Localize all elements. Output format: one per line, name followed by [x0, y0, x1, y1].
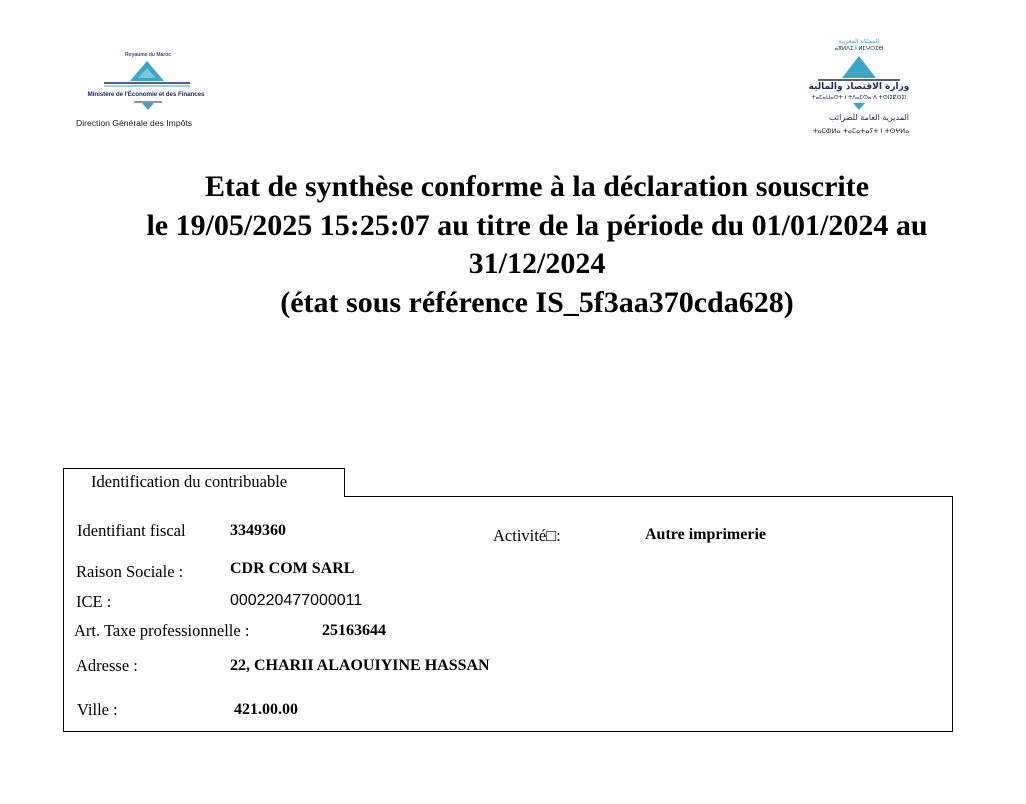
kingdom-ar-label: المملكة المغربية — [838, 38, 880, 45]
taxpayer-section-label: Identification du contribuable — [91, 472, 288, 491]
professional-tax-label: Art. Taxe professionnelle : — [74, 621, 250, 640]
taxpayer-info-box — [63, 496, 953, 732]
title-line-1: Etat de synthèse conforme à la déclaration souscrite — [204, 170, 870, 203]
address-value: 22, CHARII ALAOUIYINE HASSAN — [230, 657, 490, 674]
document-title — [70, 168, 1004, 322]
activity-label: Activité□: — [493, 526, 561, 545]
fiscal-id-label: Identifiant fiscal — [77, 521, 186, 540]
directorate-label: Direction Générale des Impôts — [76, 118, 193, 128]
ministry-ar-label: وزارة الاقتصاد والمالية — [808, 82, 910, 92]
dgi-emblem-icon — [92, 59, 202, 95]
city-label: Ville : — [77, 700, 118, 719]
dgi-logo-right — [798, 38, 948, 142]
title-line-4: (état sous référence IS_5f3aa370cda628) — [280, 285, 794, 319]
down-triangle-icon — [134, 101, 162, 111]
ministry-label: Ministère de l'Économie et des Finances — [87, 91, 205, 98]
directorate-tifinagh-label: ⵜⴰⵎⵀⵍⴰ ⵜⴰⵎⴰⵜⴰⵢⵜ ⵏ ⵜⵙⵖⵍⴰ — [812, 127, 910, 135]
taxpayer-section-tab — [63, 468, 345, 497]
fiscal-id-value: 3349360 — [230, 522, 286, 539]
company-name-value: CDR COM SARL — [230, 560, 355, 577]
title-line-3: 31/12/2024 — [468, 247, 606, 280]
dgi-emblem-right-icon — [804, 52, 914, 84]
address-label: Adresse : — [76, 656, 138, 675]
dgi-logo-left — [72, 50, 222, 132]
title-line-2: le 19/05/2025 15:25:07 au titre de la période du 01/01/2024 au — [146, 208, 928, 242]
kingdom-tifinagh-label: ⴰⴳⵍⴷⵉ ⵏ ⵍⵎⵖⵔⵉⴱ — [834, 46, 884, 52]
activity-value: Autre imprimerie — [645, 526, 766, 543]
city-value: 421.00.00 — [234, 701, 298, 718]
professional-tax-value: 25163644 — [322, 622, 386, 639]
ice-label: ICE : — [76, 592, 112, 611]
ministry-tifinagh-label: ⵜⴰⵎⴰⵡⴰⵙⵜ ⵏ ⵜⴷⴰⵎⵙⴰ ⴷ ⵜⵙⵏⵉⵇⵙⵉⵏ — [811, 95, 907, 101]
directorate-ar-label: المديرية العامة للضرائب — [829, 113, 909, 122]
company-name-label: Raison Sociale : — [76, 562, 184, 581]
down-triangle-right-icon — [847, 102, 871, 111]
ice-value: 000220477000011 — [230, 592, 363, 609]
kingdom-label: Royaume du Maroc — [124, 52, 172, 58]
